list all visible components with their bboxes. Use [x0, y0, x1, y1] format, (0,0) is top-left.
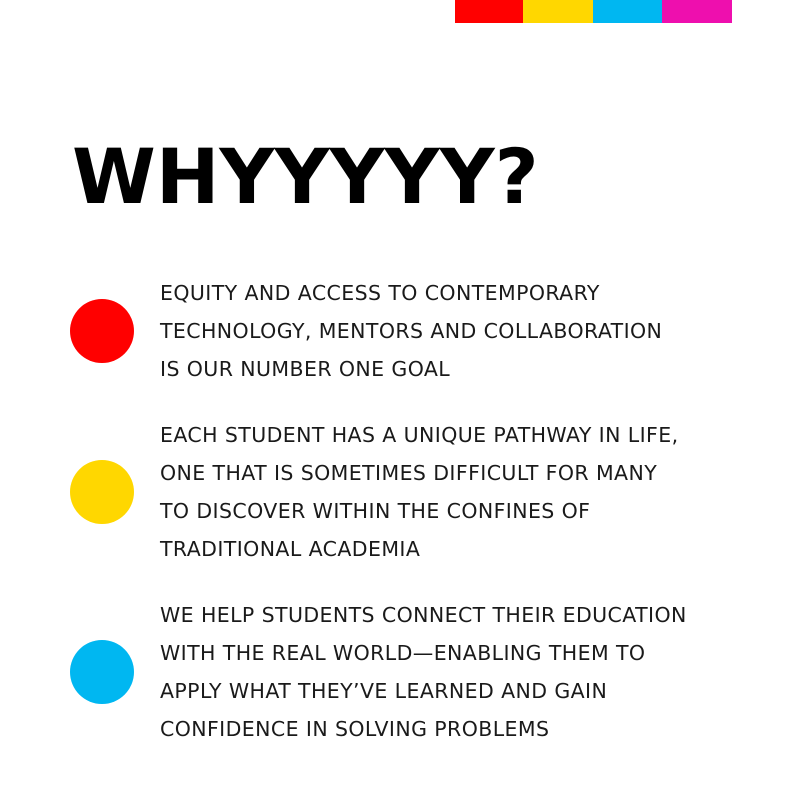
point-text: [160, 416, 678, 568]
red-swatch: [455, 0, 523, 23]
point-line: CONFIDENCE IN SOLVING PROBLEMS: [160, 717, 550, 741]
point-line: WITH THE REAL WORLD—ENABLING THEM TO: [160, 641, 646, 665]
point-line: TRADITIONAL ACADEMIA: [160, 537, 421, 561]
cyan-swatch: [593, 0, 662, 23]
brand-color-bar: [455, 0, 732, 23]
yellow-swatch: [523, 0, 593, 23]
cyan-bullet-dot: [70, 640, 134, 704]
page-title: WHYYYYY?: [72, 132, 539, 221]
point-line: EACH STUDENT HAS A UNIQUE PATHWAY IN LIFE,: [160, 423, 679, 447]
red-bullet-dot: [70, 299, 134, 363]
point-line: TECHNOLOGY, MENTORS AND COLLABORATION: [160, 319, 663, 343]
point-line: WE HELP STUDENTS CONNECT THEIR EDUCATION: [160, 603, 687, 627]
yellow-bullet-dot: [70, 460, 134, 524]
point-line: ONE THAT IS SOMETIMES DIFFICULT FOR MANY: [160, 461, 658, 485]
point-line: IS OUR NUMBER ONE GOAL: [160, 357, 451, 381]
point-line: EQUITY AND ACCESS TO CONTEMPORARY: [160, 281, 600, 305]
point-line: TO DISCOVER WITHIN THE CONFINES OF: [160, 499, 591, 523]
point-text: [160, 596, 687, 748]
magenta-swatch: [662, 0, 732, 23]
point-text: [160, 274, 662, 388]
point-line: APPLY WHAT THEY’VE LEARNED AND GAIN: [160, 679, 608, 703]
